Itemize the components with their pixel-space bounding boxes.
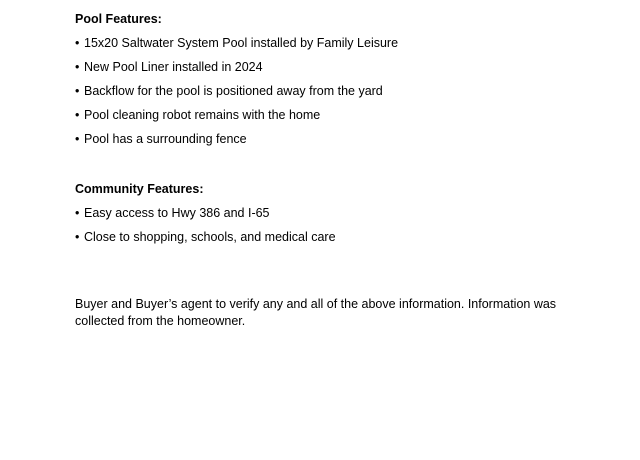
bullet-icon: •	[75, 36, 80, 50]
list-item	[75, 34, 585, 52]
list-item-text: Close to shopping, schools, and medical care	[84, 230, 336, 244]
list-item-text: New Pool Liner installed in 2024	[84, 60, 263, 74]
bullet-icon: •	[75, 230, 80, 244]
bullet-icon: •	[75, 132, 80, 146]
list-item-text: Pool cleaning robot remains with the home	[84, 108, 321, 122]
pool-features-section	[75, 10, 585, 148]
community-features-list	[75, 204, 585, 246]
list-item-text: Pool has a surrounding fence	[84, 132, 247, 146]
document-page	[75, 10, 585, 343]
bullet-icon: •	[75, 206, 80, 220]
bullet-icon: •	[75, 60, 80, 74]
pool-features-heading: Pool Features:	[75, 12, 162, 26]
list-item	[75, 82, 585, 100]
list-item	[75, 228, 585, 246]
list-item	[75, 58, 585, 76]
community-features-heading: Community Features:	[75, 182, 204, 196]
list-item	[75, 130, 585, 148]
list-item-text: Backflow for the pool is positioned away from the yard	[84, 84, 383, 98]
bullet-icon: •	[75, 84, 80, 98]
pool-features-list	[75, 34, 585, 148]
list-item-text: Easy access to Hwy 386 and I-65	[84, 206, 270, 220]
list-item-text: 15x20 Saltwater System Pool installed by Family Leisure	[84, 36, 399, 50]
disclaimer-text: Buyer and Buyer’s agent to verify any and all of the above information. Information was collected from the homeowner.	[75, 297, 557, 328]
community-features-section	[75, 180, 585, 246]
list-item	[75, 204, 585, 222]
list-item	[75, 106, 585, 124]
bullet-icon: •	[75, 108, 80, 122]
